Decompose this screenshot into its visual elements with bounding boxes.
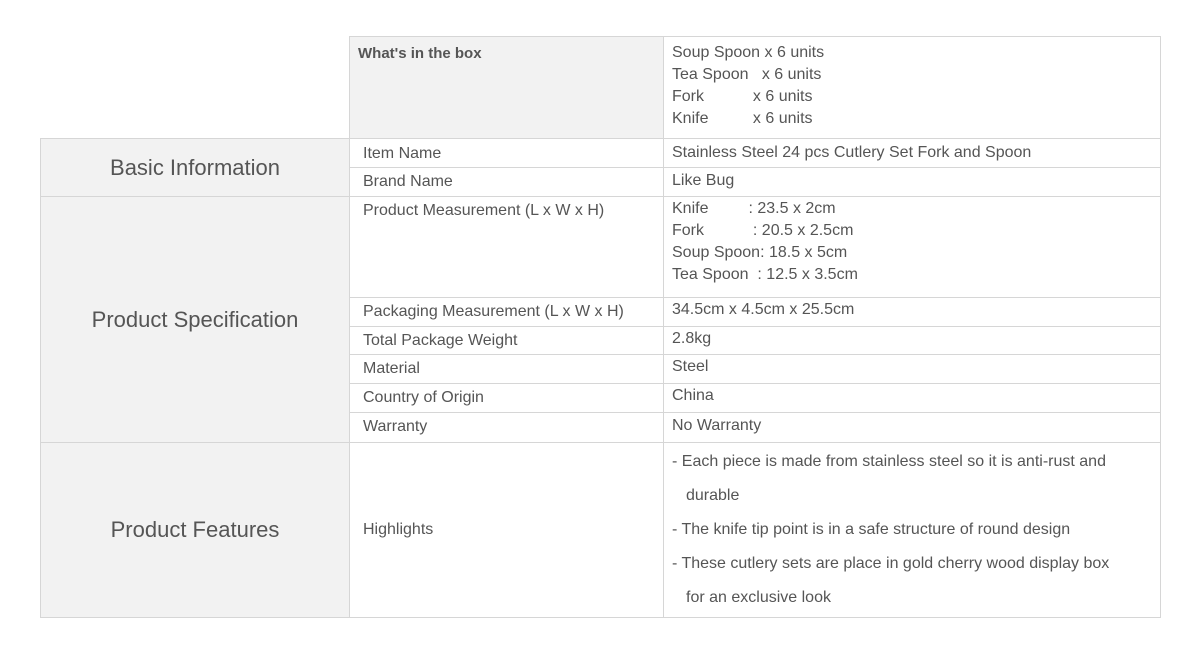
box-item: Tea Spoon x 6 units (672, 66, 822, 83)
product-measurement-label: Product Measurement (L x W x H) (350, 197, 664, 298)
highlights-list (664, 443, 1161, 618)
material-label: Material (350, 355, 664, 384)
item-name-value: Stainless Steel 24 pcs Cutlery Set Fork and Spoon (664, 139, 1161, 168)
box-row (41, 37, 1161, 139)
highlight-line: - These cutlery sets are place in gold cherry wood display box (672, 555, 1110, 572)
measurement-line: Tea Spoon : 12.5 x 3.5cm (672, 266, 858, 283)
origin-label: Country of Origin (350, 384, 664, 413)
material-value: Steel (664, 355, 1161, 384)
product-specification-heading: Product Specification (41, 197, 350, 443)
packaging-measurement-label: Packaging Measurement (L x W x H) (350, 298, 664, 327)
box-item: Knife x 6 units (672, 110, 813, 127)
box-contents (664, 37, 1161, 139)
product-measurement-values (664, 197, 1161, 298)
product-features-heading: Product Features (41, 443, 350, 618)
item-name-row (41, 139, 1161, 168)
highlight-line: for an exclusive look (686, 589, 831, 606)
empty-cell (41, 37, 350, 139)
box-label: What's in the box (350, 37, 664, 139)
product-spec-table (40, 36, 1161, 618)
highlight-line: - The knife tip point is in a safe structure of round design (672, 521, 1071, 538)
weight-value: 2.8kg (664, 327, 1161, 355)
warranty-label: Warranty (350, 413, 664, 443)
weight-label: Total Package Weight (350, 327, 664, 355)
brand-label: Brand Name (350, 168, 664, 197)
highlight-line: - Each piece is made from stainless steel so it is anti-rust and (672, 453, 1106, 470)
basic-information-heading: Basic Information (41, 139, 350, 197)
origin-value: China (664, 384, 1161, 413)
measurement-line: Knife : 23.5 x 2cm (672, 200, 836, 217)
item-name-label: Item Name (350, 139, 664, 168)
measurement-line: Fork : 20.5 x 2.5cm (672, 222, 854, 239)
warranty-value: No Warranty (664, 413, 1161, 443)
packaging-measurement-value: 34.5cm x 4.5cm x 25.5cm (664, 298, 1161, 327)
highlights-row (41, 443, 1161, 618)
brand-value: Like Bug (664, 168, 1161, 197)
highlights-label: Highlights (350, 443, 664, 618)
product-measurement-row (41, 197, 1161, 298)
box-item: Fork x 6 units (672, 88, 813, 105)
measurement-line: Soup Spoon: 18.5 x 5cm (672, 244, 848, 261)
highlight-line: durable (686, 487, 740, 504)
box-item: Soup Spoon x 6 units (672, 44, 825, 61)
